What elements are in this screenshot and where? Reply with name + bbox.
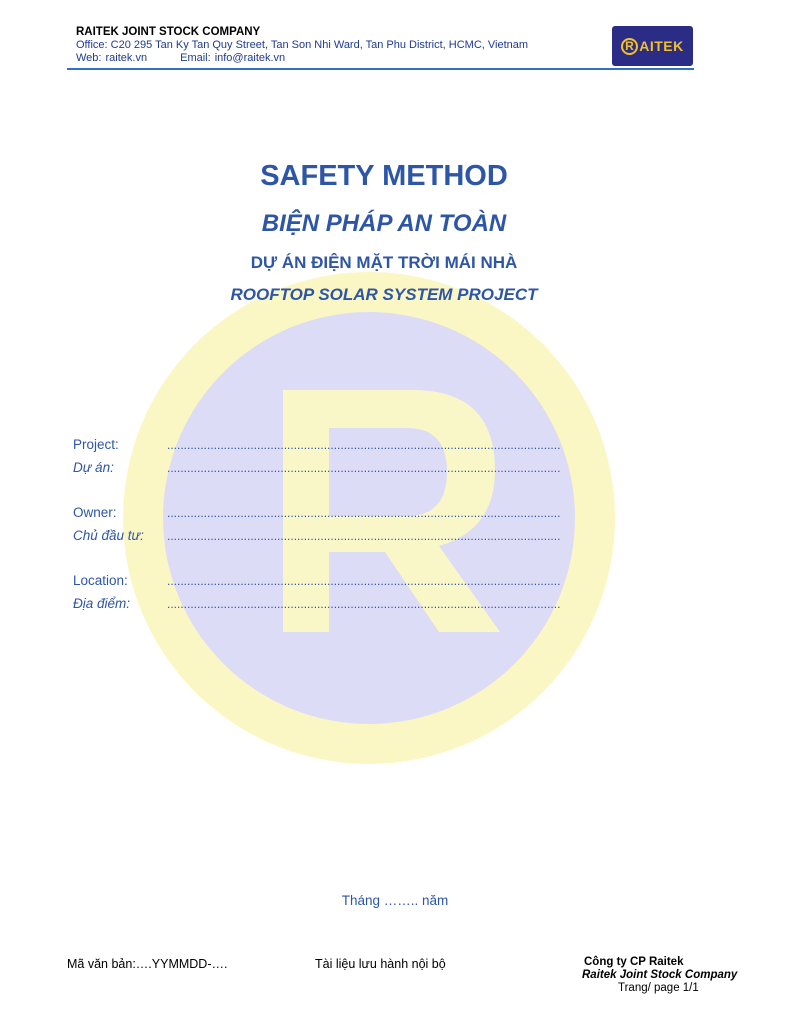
field-dotted-line[interactable]: ...................................................................................................................... (167, 460, 561, 475)
email-label: Email: (180, 52, 211, 64)
company-name: RAITEK JOINT STOCK COMPANY (76, 26, 261, 38)
logo-text: AITEK (639, 38, 684, 54)
date-line: Tháng …….. năm (341, 893, 449, 908)
field-label: Location: (73, 573, 128, 588)
logo-circle-r: R (621, 38, 638, 55)
field-project (73, 433, 561, 456)
field-dia-diem (73, 592, 561, 615)
subtitle-vietnamese: DỰ ÁN ĐIỆN MẶT TRỜI MÁI NHÀ (250, 253, 518, 272)
contact-line (76, 52, 596, 65)
field-chu-dau-tu (73, 524, 561, 547)
title-vietnamese: BIỆN PHÁP AN TOÀN (261, 210, 507, 237)
footer-company (560, 956, 760, 995)
field-dotted-line[interactable]: ...................................................................................................................... (167, 437, 561, 452)
web-value: raitek.vn (105, 52, 148, 64)
header-rule (67, 68, 694, 70)
document-code: Mã văn bản:….YYMMDD-…. (67, 957, 228, 971)
field-dotted-line[interactable]: ...................................................................................................................... (167, 573, 561, 588)
internal-document-note: Tài liệu lưu hành nội bộ (315, 957, 446, 971)
field-label: Project: (73, 437, 119, 452)
raitek-logo (612, 26, 693, 66)
footer-company-en: Raitek Joint Stock Company (582, 969, 738, 981)
field-label: Owner: (73, 505, 117, 520)
field-dotted-line[interactable]: ...................................................................................................................... (167, 505, 561, 520)
footer-company-vi: Công ty CP Raitek (584, 956, 684, 968)
field-dotted-line[interactable]: ...................................................................................................................... (167, 596, 561, 611)
document-header (76, 26, 596, 65)
title-main: SAFETY METHOD (260, 160, 508, 192)
field-dotted-line[interactable]: ...................................................................................................................... (167, 528, 561, 543)
field-location (73, 569, 561, 592)
field-owner (73, 501, 561, 524)
field-label: Địa điểm: (73, 596, 131, 611)
field-du-an (73, 456, 561, 479)
email-value: info@raitek.vn (214, 52, 286, 64)
office-address: Office: C20 295 Tan Ky Tan Quy Street, Tan Son Nhi Ward, Tan Phu District, HCMC, Vietnam (76, 39, 529, 51)
web-label: Web: (76, 52, 102, 64)
field-label: Chủ đầu tư: (73, 528, 144, 543)
project-fields (73, 433, 561, 615)
subtitle-english: ROOFTOP SOLAR SYSTEM PROJECT (230, 285, 538, 304)
field-label: Dự án: (73, 460, 114, 475)
page-number: Trang/ page 1/1 (618, 982, 699, 994)
